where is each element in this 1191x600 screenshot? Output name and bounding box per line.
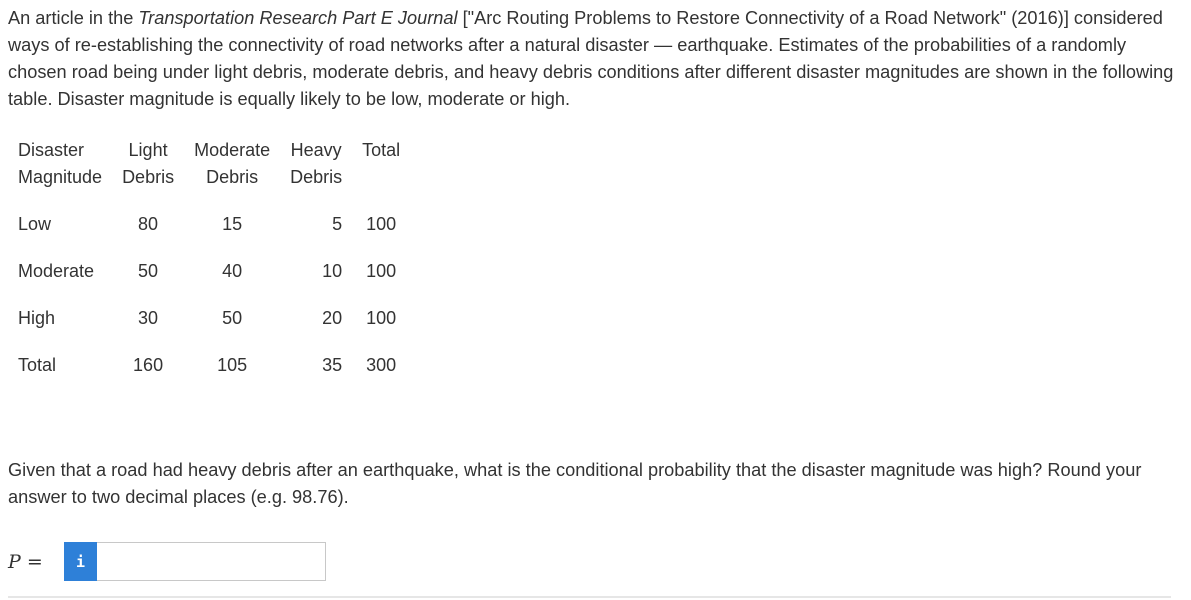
header-light-debris: Light Debris [122,140,175,187]
probability-label: P = [8,550,43,573]
header-moderate-debris: Moderate Debris [194,140,271,187]
debris-table [8,137,410,389]
table-cell: 100 [366,261,397,281]
row-label: Low [18,214,52,234]
table-header-row [8,137,410,201]
table-cell: 160 [133,355,164,375]
header-total: Total [362,140,401,160]
table-cell: 50 [138,261,159,281]
table-cell: 300 [366,355,397,375]
table-cell: 5 [332,214,343,234]
table-cell: 20 [322,308,343,328]
table-cell: 100 [366,308,397,328]
table-row [8,201,410,248]
table-cell: 15 [222,214,243,234]
bottom-divider [8,596,1171,598]
intro-text-rest: ["Arc Routing Problems to Restore Connectivity of a Road Network" (2016)] considered ways of re-establishing the connectivity of road networks after a natural disaster — earthquake. Estimates of the probabilities of a randomly chosen road being under light debris, moderate debris, and heavy debris conditions after different disaster magnitudes are shown in the following table. Disaster magnitude is equally likely to be low, moderate or high. [8,8,1174,109]
table-cell: 50 [222,308,243,328]
table-cell: 80 [138,214,159,234]
question-text: Given that a road had heavy debris after an earthquake, what is the conditional probability that the disaster magnitude was high? Round your answer to two decimal places (e.g. 98.76). [8,460,1142,507]
header-disaster-magnitude: Disaster Magnitude [18,140,103,187]
table-cell: 30 [138,308,159,328]
table-cell: 35 [322,355,343,375]
table-row [8,248,410,295]
table-cell: 105 [217,355,248,375]
info-icon[interactable]: i [64,542,97,581]
table-cell: 100 [366,214,397,234]
table-cell: 10 [322,261,343,281]
row-label: Total [18,355,57,375]
row-label: Moderate [18,261,95,281]
header-heavy-debris: Heavy Debris [290,140,343,187]
table-row [8,295,410,342]
intro-text-start: An article in the [8,8,139,28]
table-row [8,342,410,389]
row-label: High [18,308,56,328]
journal-name: Transportation Research Part E Journal [138,8,458,28]
answer-row [8,541,326,582]
table-cell: 40 [222,261,243,281]
problem-statement [8,5,1178,113]
answer-input[interactable] [97,542,326,581]
